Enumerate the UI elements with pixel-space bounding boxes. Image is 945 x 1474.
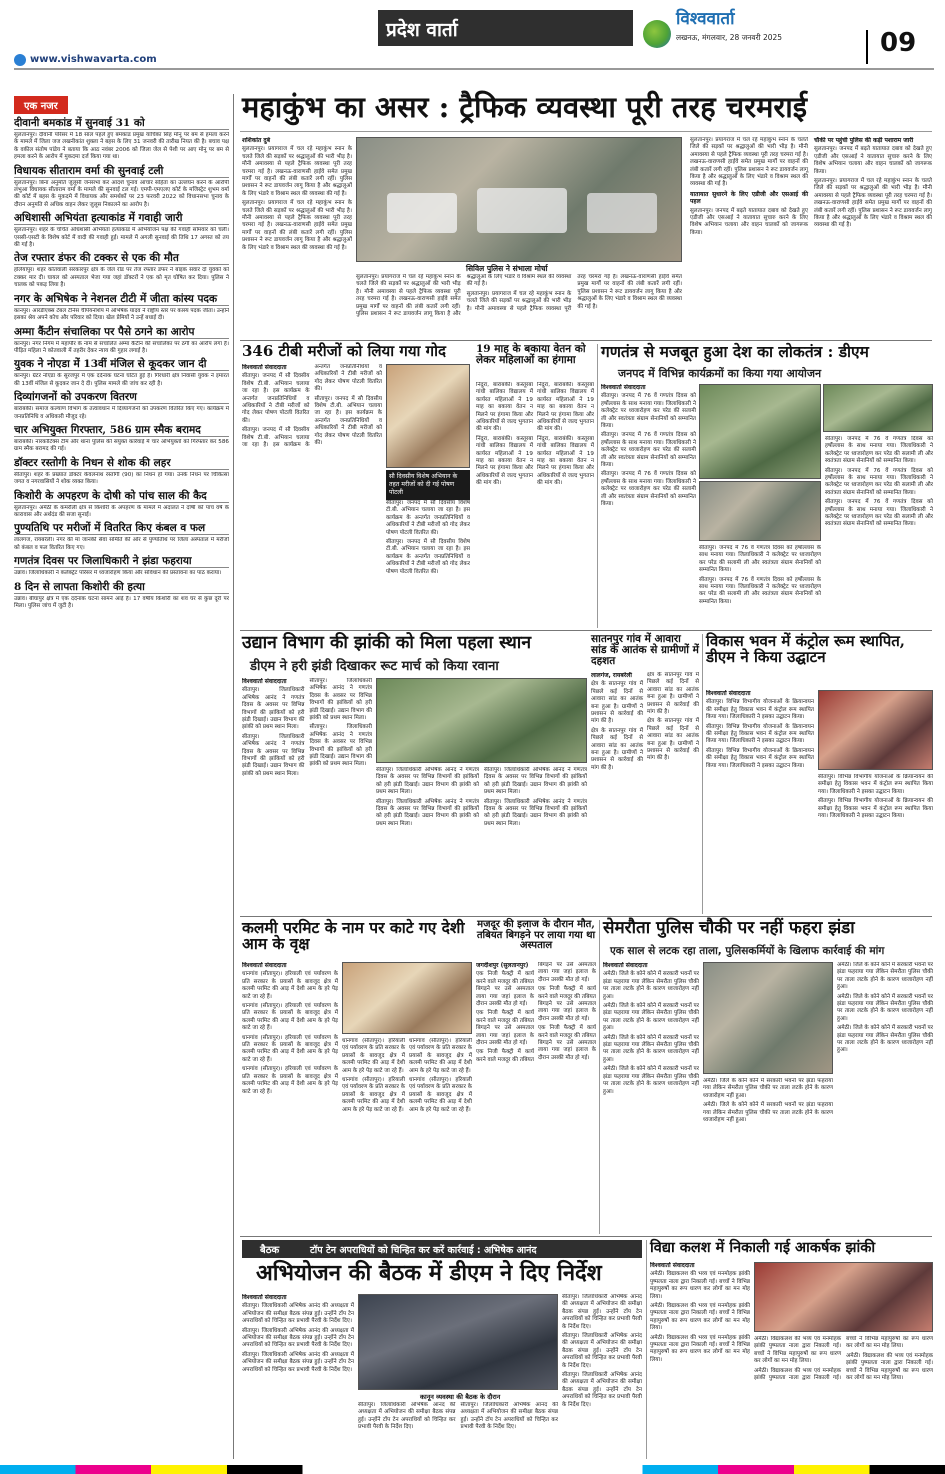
- republic-photo-3: [699, 481, 821, 541]
- republic-photo-2: [823, 384, 933, 432]
- brief-item: [14, 212, 229, 249]
- brief-body: सुलतानपुर। शहर के चर्चित अधिशासी अभियंता हत्याकांड में अभियोजन पक्ष की गवाही सोमवार को चली। एससी-एसटी के विशेष कोर्ट में वादी की गवाही हुई। मामले में अगली सुनवाई की तिथि 17 अगस्त को तय की गई है।: [14, 227, 229, 249]
- page-number: 09: [880, 28, 917, 58]
- brief-headline: अधिशासी अभियंता हत्याकांड में गवाही जारी: [14, 212, 229, 225]
- brief-item: [14, 293, 229, 323]
- website-link[interactable]: www.vishwavarta.com: [30, 54, 157, 65]
- mango-headline: कलमी परमिट के नाम पर काटे गए देशी आम के वृक्ष: [242, 918, 465, 954]
- brand-name: विश्ववार्ता: [676, 9, 735, 29]
- brief-headline: दीवानी बमकांड में सुनवाई 31 को: [14, 117, 229, 130]
- brief-body: सुलतानपुर। अमेठी के कमरौली क्षेत्र से किशोरी के अपहरण के मामले में अदालत ने दोषी को पांच वर्ष के कारावास और अर्थदंड की सजा सुनाई।: [14, 504, 229, 518]
- brief-item: [14, 252, 229, 289]
- mango-photo: [342, 962, 472, 1034]
- brief-body: कानपुर। ग्रेटर नोएडा के सूरजपुर में एक दर्दनाक घटना घटित हुई है। गिरधारी क्षेत्र निवासी युवक ने इमारत की 13वीं मंजिल से कूदकर जान दे दी। पुलिस मामले की जांच कर रही है।: [14, 373, 229, 387]
- brief-item: [14, 490, 229, 520]
- brief-headline: विधायक सीताराम वर्मा की सुनवाई टली: [14, 165, 229, 178]
- brief-item: [14, 165, 229, 210]
- right-subhead-1: यातायात सुधारने के लिए एडीजी और एसआई की पहल: [690, 190, 808, 206]
- main-photo: [356, 137, 682, 262]
- udyan-headline: उद्यान विभाग की झांकी को मिला पहला स्थान: [242, 633, 532, 653]
- brief-body: कानपुर। आरडीएक्स टेबल टेनिस चैंपियनशिप में अभिषेक यादव ने राष्ट्रीय स्तर पर कांस्य पदक जीता। उन्होंने इसका श्रेय अपने कोच और परिवार को दिया। खेल प्रेमियों ने उन्हें बधाई दी।: [14, 307, 229, 322]
- baithak-kicker: बैठक: [260, 1245, 280, 1256]
- brief-item: [14, 522, 229, 552]
- flag-subhead: एक साल से लटक रहा ताला, पुलिसकर्मियों के खिलाफ कार्रवाई की मांग: [610, 945, 885, 957]
- brief-body: सुलतानपुर। दीवानी परिसर में 18 साल पहले हुए बमकांड प्रमुख याचिका सिंह मोनू पर बम से हमला करने के मामले में जिला जज लखनीकांत शुक्ला ने बहस के लिए 31 जनवरी की तारीख नियत की है। बचाव पक्ष के वकील संतोष पांडेय ने बताया कि आठ नवंबर 2006 को जिला जेल से पेशी पर आए मोनू पर बम से हमला करने के आरोप में मुकदमा दर्ज किया गया था।: [14, 132, 229, 161]
- main-photo-caption: सिविल पुलिस ने संभाला मोर्चा: [466, 264, 548, 273]
- brief-item: [14, 358, 229, 388]
- section-tag: एक नजर: [14, 96, 68, 114]
- vikas-photo: [818, 690, 933, 770]
- brief-item: [14, 326, 229, 356]
- brief-body: सुलतानपुर। बिना अनुमति जुलूसी जनसभा कर आदर्श चुनाव आचार संहिता का उल्लंघन करने के आरोपी लंभुआ विधायक सीताराम वर्मा के मामले की सुनवाई टल गई। एमपी-एमएलए कोर्ट के मजिस्ट्रेट शुभम वर्मा की कोर्ट में बहस के मुकदमे में विधायक और समर्थकों पर 23 फरवरी 2022 को विधानसभा चुनाव के दौरान अनुमति से अधिक वाहन लेकर जुलूस निकालने का आरोप है।: [14, 179, 229, 208]
- baithak-headline: अभियोजन की बैठक में डीएम ने दिए निर्देश: [256, 1260, 602, 1286]
- republic-headline: गणतंत्र से मजबूत हुआ देश का लोकतंत्र : डीएम: [601, 342, 869, 361]
- women-headline: 19 माह के बकाया वेतन को लेकर महिलाओं का हंगामा: [476, 343, 586, 367]
- globe-icon: [14, 54, 26, 66]
- brief-headline: दिव्यांगजनों को उपकरण वितरण: [14, 391, 229, 404]
- vidya-photo: [754, 1262, 933, 1332]
- baithak-topline: टॉप टेन अपराधियों को चिन्हित कर करें कार्रवाई : अभिषेक आनंद: [310, 1245, 537, 1256]
- udyan-photo: [376, 678, 587, 763]
- udyan-subhead: डीएम ने हरी झंडी दिखाकर रूट मार्च को किया रवाना: [250, 659, 499, 674]
- brief-item: [14, 555, 229, 577]
- republic-photo-1: [699, 384, 821, 479]
- brief-headline: युवक ने नोएडा में 13वीं मंजिल से कूदकर जान दी: [14, 358, 229, 371]
- main-body: सुलतानपुर। प्रयागराज में चल रहे महाकुंभ स्नान के चलते जिले की सड़कों पर श्रद्धालुओं की भारी भीड़ है। मौनी अमावस्या से पहले ट्रैफिक व्यवस्था पूरी तरह चरमरा गई है। लखनऊ-वाराणसी हाईवे समेत प्रमुख मार्गों पर वाहनों की लंबी कतारें लगी रहीं। पुलिस प्रशासन ने रूट डायवर्जन लागू किया है और श्रद्धालुओं के लिए भंडारे व विश्राम स्थल की व्यवस्था की गई है।: [242, 146, 352, 197]
- brief-item: [14, 424, 229, 454]
- right-subhead-2: चौकी पर पहुंची पुलिस की कड़ी पशाराम जारी: [814, 137, 914, 144]
- brief-item: [14, 581, 229, 611]
- brief-headline: चार अभियुक्त गिरफ्तार, 586 ग्राम स्मैक बरामद: [14, 424, 229, 437]
- main-story-text: शशिकांत दुबे सुलतानपुर। प्रयागराज में चल रहे महाकुंभ स्नान के चलते जिले की सड़कों पर श्रद्धालुओं की भारी भीड़ है। मौनी अमावस्या से पहले ट्रैफिक व्यवस्था पूरी तरह चरमरा गई है। लखनऊ-वाराणसी हाईवे समेत प्रमुख मार्गों पर वाहनों की लंबी कतारें लगी रहीं। पुलिस प्रशासन ने रूट डायवर्जन लागू किया है और श्रद्धालुओं के लिए भंडारे व विश्राम स्थल की व्यवस्था की गई है। सुलतानपुर। प्रयागराज में चल रहे महाकुंभ स्नान के चलते जिले की सड़कों पर श्रद्धालुओं की भारी भीड़ है। मौनी अमावस्या से पहले ट्रैफिक व्यवस्था पूरी तरह चरमरा गई है। लखनऊ-वाराणसी हाईवे समेत प्रमुख मार्गों पर वाहनों की लंबी कतारें लगी रहीं। पुलिस प्रशासन ने रूट डायवर्जन लागू किया है और श्रद्धालुओं के लिए भंडारे व विश्राम स्थल की व्यवस्था की गई है।: [242, 137, 352, 251]
- republic-subhead: जनपद में विभिन्न कार्यक्रमों का किया गया आयोजन: [618, 367, 822, 380]
- brief-headline: तेज रफ्तार डंफर की टक्कर से एक की मौत: [14, 252, 229, 265]
- tb-photo: [386, 364, 470, 468]
- flag-photo: [703, 962, 833, 1074]
- brief-body: हलियापुर। शहर कोतवाली सरकारपुर क्षेत्र के जेल रोड पर तेज रफ्तार डंफर ने बाइक सवार दो युवकों को टक्कर मार दी। घायल को अस्पताल भेजा गया जहां डॉक्टरों ने एक को मृत घोषित कर दिया। पुलिस ने चालक को पकड़ लिया है।: [14, 267, 229, 289]
- brief-body: उन्नाव। जिलाधिकारी ने कलेक्ट्रेट परिसर में ध्वजारोहण किया और संविधान की प्रस्तावना का पाठ कराया।: [14, 570, 222, 577]
- color-registration-strip: [0, 1465, 945, 1474]
- brief-headline: किशोरी के अपहरण के दोषी को पांच साल की कैद: [14, 490, 229, 503]
- brief-headline: गणतंत्र दिवस पर जिलाधिकारी ने झंडा फहराया: [14, 555, 229, 568]
- brief-item: [14, 117, 229, 162]
- main-byline: शशिकांत दुबे: [242, 137, 270, 144]
- brand-logo-icon: [643, 20, 671, 48]
- satanpur-headline: सातनपुर गांव में आवारा सांड के आतंक से ग्रामीणों में दहशत: [591, 633, 699, 668]
- brief-body: लालगंज, रायबरेली। नगर की मां जानकी सेवा समिति की ओर से पुण्यतिथि पर जिला अस्पताल में मरीजों को कंबल व फल वितरित किए गए।: [14, 537, 229, 551]
- tb-caption: सौ दिवसीय विशेष अभियान के तहत मरीजों को दी गई पोषण पोटली: [386, 470, 470, 500]
- masthead: [0, 0, 945, 64]
- brief-headline: 8 दिन से लापता किशोरी की हत्या: [14, 581, 229, 594]
- main-headline: महाकुंभ का असर : ट्रैफिक व्यवस्था पूरी तरह चरमराई: [242, 90, 808, 124]
- brief-headline: नगर के अभिषेक ने नेशनल टीटी में जीता कांस्य पदक: [14, 293, 229, 306]
- flag-headline: सेमरौता पुलिस चौकी पर नहीं फहरा झंडा: [603, 918, 855, 938]
- vidya-headline: विद्या कलश में निकाली गई आकर्षक झांकी: [650, 1239, 876, 1256]
- baithak-photo: [358, 1294, 558, 1390]
- brief-item: [14, 457, 229, 487]
- section-title: प्रदेश वार्ता: [386, 19, 458, 41]
- brief-body: बाराबंकी। नारकोटिक्स टीम और थाना पुलिस की संयुक्त कार्रवाई में चार अभियुक्तों को गिरफ्तार कर 586 ग्राम स्मैक बरामद की गई।: [14, 438, 229, 453]
- brief-list: [14, 117, 229, 610]
- labour-headline: मजदूर की इलाज के दौरान मौत, तबियत बिगड़ने पर लाया गया था अस्पताल: [476, 919, 596, 951]
- brief-body: बाराबंकी। समाज कल्याण विभाग के तत्वावधान में दिव्यांगजनों को उपकरण वितरित किए गए। कार्यक्रम में जनप्रतिनिधि व अधिकारी मौजूद रहे।: [14, 406, 229, 420]
- brief-item: [14, 391, 229, 421]
- baithak-caption: कानून व्यवस्था की बैठक के दौरान: [420, 1393, 501, 1401]
- brief-body: सीतापुर। शहर के प्रख्यात डॉक्टर केवलनाथ रस्तोगी (90) का निधन हो गया। उनके निधन पर चिकित्सा जगत व नगरवासियों ने शोक व्यक्त किया।: [14, 471, 229, 486]
- brief-headline: अम्मा कैंटीन संचालिका पर पैसे ठगने का आरोप: [14, 326, 229, 339]
- brief-headline: डॉक्टर रस्तोगी के निधन से शोक की लहर: [14, 457, 229, 470]
- tb-headline: 346 टीबी मरीजों को लिया गया गोद: [242, 342, 446, 360]
- left-column: [14, 94, 229, 1459]
- brief-body: उन्नाव। बीघापुर क्षेत्र में एक दर्दनाक घटना सामने आई है। 17 वर्षीय किशोरी का शव घर से कुछ दूरी पर मिला। पुलिस जांच में जुटी है।: [14, 595, 229, 609]
- brief-headline: पुण्यतिथि पर मरीजों में वितरित किए कंबल व फल: [14, 522, 229, 535]
- brief-body: कानपुर। नगर निगम में महापौर के नाम से संचालित अम्मा कैंटीन की संचालिका पर ठगी का आरोप लगा है। पीड़ित महिला ने कोतवाली में तहरीर देकर न्याय की गुहार लगाई है।: [14, 340, 229, 354]
- dateline: लखनऊ, मंगलवार, 28 जनवरी 2025: [676, 33, 783, 42]
- vikas-headline: विकास भवन में कंट्रोल रूम स्थापित, डीएम ने किया उद्घाटन: [706, 632, 906, 666]
